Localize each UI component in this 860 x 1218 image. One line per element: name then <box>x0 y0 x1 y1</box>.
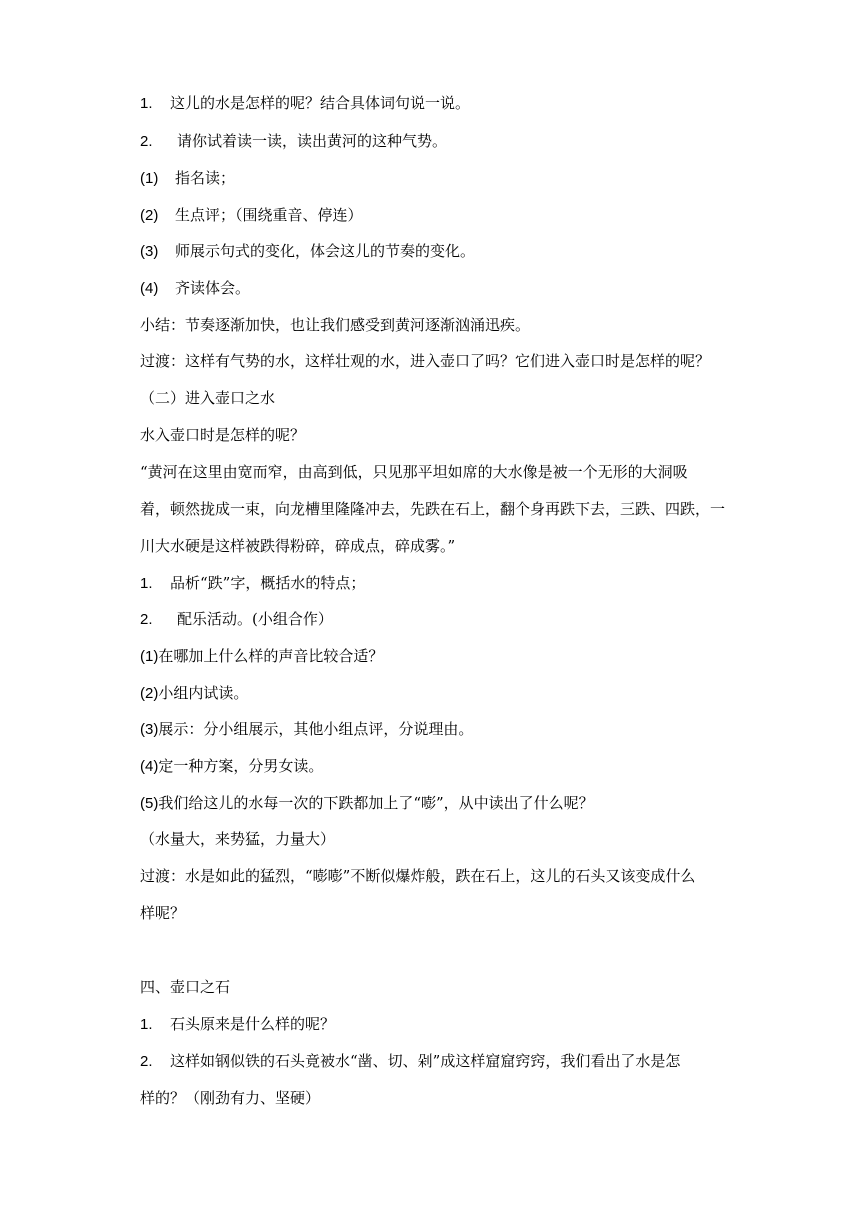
item-number: (4) <box>140 280 159 297</box>
item-number: (3) <box>140 243 159 260</box>
list-item <box>140 719 770 740</box>
list-item <box>140 278 770 299</box>
item-text: 请你试着读一读，读出黄河的这种气势。 <box>177 132 448 150</box>
item-text: 品析“跌”字，概括水的特点； <box>170 574 366 592</box>
item-text: 这儿的水是怎样的呢？结合具体词句说一说。 <box>170 94 471 112</box>
quote-line: “黄河在这里由宽而窄，由高到低，只见那平坦如席的大水像是被一个无形的大洞吸 <box>140 463 688 481</box>
item-number: (3) <box>140 721 159 738</box>
list-item <box>140 131 770 152</box>
item-text: 齐读体会。 <box>175 279 251 297</box>
section-heading: （二）进入壶口之水 <box>140 389 276 407</box>
item-number: (4) <box>140 758 159 775</box>
item-text: 定一种方案，分男女读。 <box>158 757 324 775</box>
list-item <box>140 683 770 704</box>
item-text: 我们给这儿的水每一次的下跌都加上了“嘭”，从中读出了什么呢？ <box>158 794 594 812</box>
list-item <box>140 168 770 189</box>
item-number: (1) <box>140 648 159 665</box>
list-item <box>140 241 770 262</box>
item-number: 2. <box>140 1053 153 1070</box>
item-number: (2) <box>140 685 159 702</box>
transition-text: 样呢？ <box>140 904 186 922</box>
item-number: 1. <box>140 95 153 112</box>
list-item <box>140 793 770 814</box>
item-number: 1. <box>140 1016 153 1033</box>
list-item <box>140 756 770 777</box>
item-text: 展示：分小组展示，其他小组点评，分说理由。 <box>158 720 474 738</box>
list-item <box>140 573 770 594</box>
item-text: 配乐活动。(小组合作） <box>177 610 333 628</box>
item-text: 生点评；（围绕重音、停连） <box>175 206 363 224</box>
item-text: 这样如钢似铁的石头竟被水“凿、切、剁”成这样窟窟窍窍，我们看出了水是怎 <box>170 1052 681 1070</box>
item-number: 2. <box>140 133 153 150</box>
item-text: 小组内试读。 <box>158 684 249 702</box>
section-heading: 四、壶口之石 <box>140 978 231 996</box>
list-item-continuation: 样的？（刚劲有力、坚硬） <box>140 1089 321 1107</box>
section-question: 水入壶口时是怎样的呢？ <box>140 426 306 444</box>
item-number: (1) <box>140 170 159 187</box>
list-item <box>140 646 770 667</box>
item-number: (5) <box>140 795 159 812</box>
item-number: (2) <box>140 207 159 224</box>
quote-line: 川大水硬是这样被跌得粉碎，碎成点，碎成雾。” <box>140 537 456 555</box>
transition-text: 过渡：这样有气势的水，这样壮观的水，进入壶口了吗？它们进入壶口时是怎样的呢？ <box>140 352 711 370</box>
list-item <box>140 1014 770 1035</box>
list-item <box>140 93 770 114</box>
list-item <box>140 609 770 630</box>
quote-line: 着，顿然拢成一束，向龙槽里隆隆冲去，先跌在石上，翻个身再跌下去，三跌、四跌，一 <box>140 500 726 518</box>
item-text: 在哪加上什么样的声音比较合适？ <box>158 647 384 665</box>
item-number: 1. <box>140 575 153 592</box>
summary-text: 小结：节奏逐渐加快，也让我们感受到黄河逐渐汹涌迅疾。 <box>140 316 531 334</box>
list-item <box>140 205 770 226</box>
list-item <box>140 1051 770 1072</box>
item-number: 2. <box>140 611 153 628</box>
item-text: 指名读； <box>175 169 236 187</box>
answer-text: （水量大，来势猛，力量大） <box>140 830 336 848</box>
transition-text: 过渡：水是如此的猛烈，“嘭嘭”不断似爆炸般，跌在石上，这儿的石头又该变成什么 <box>140 867 696 885</box>
item-text: 师展示句式的变化，体会这儿的节奏的变化。 <box>175 242 476 260</box>
item-text: 石头原来是什么样的呢？ <box>170 1015 336 1033</box>
